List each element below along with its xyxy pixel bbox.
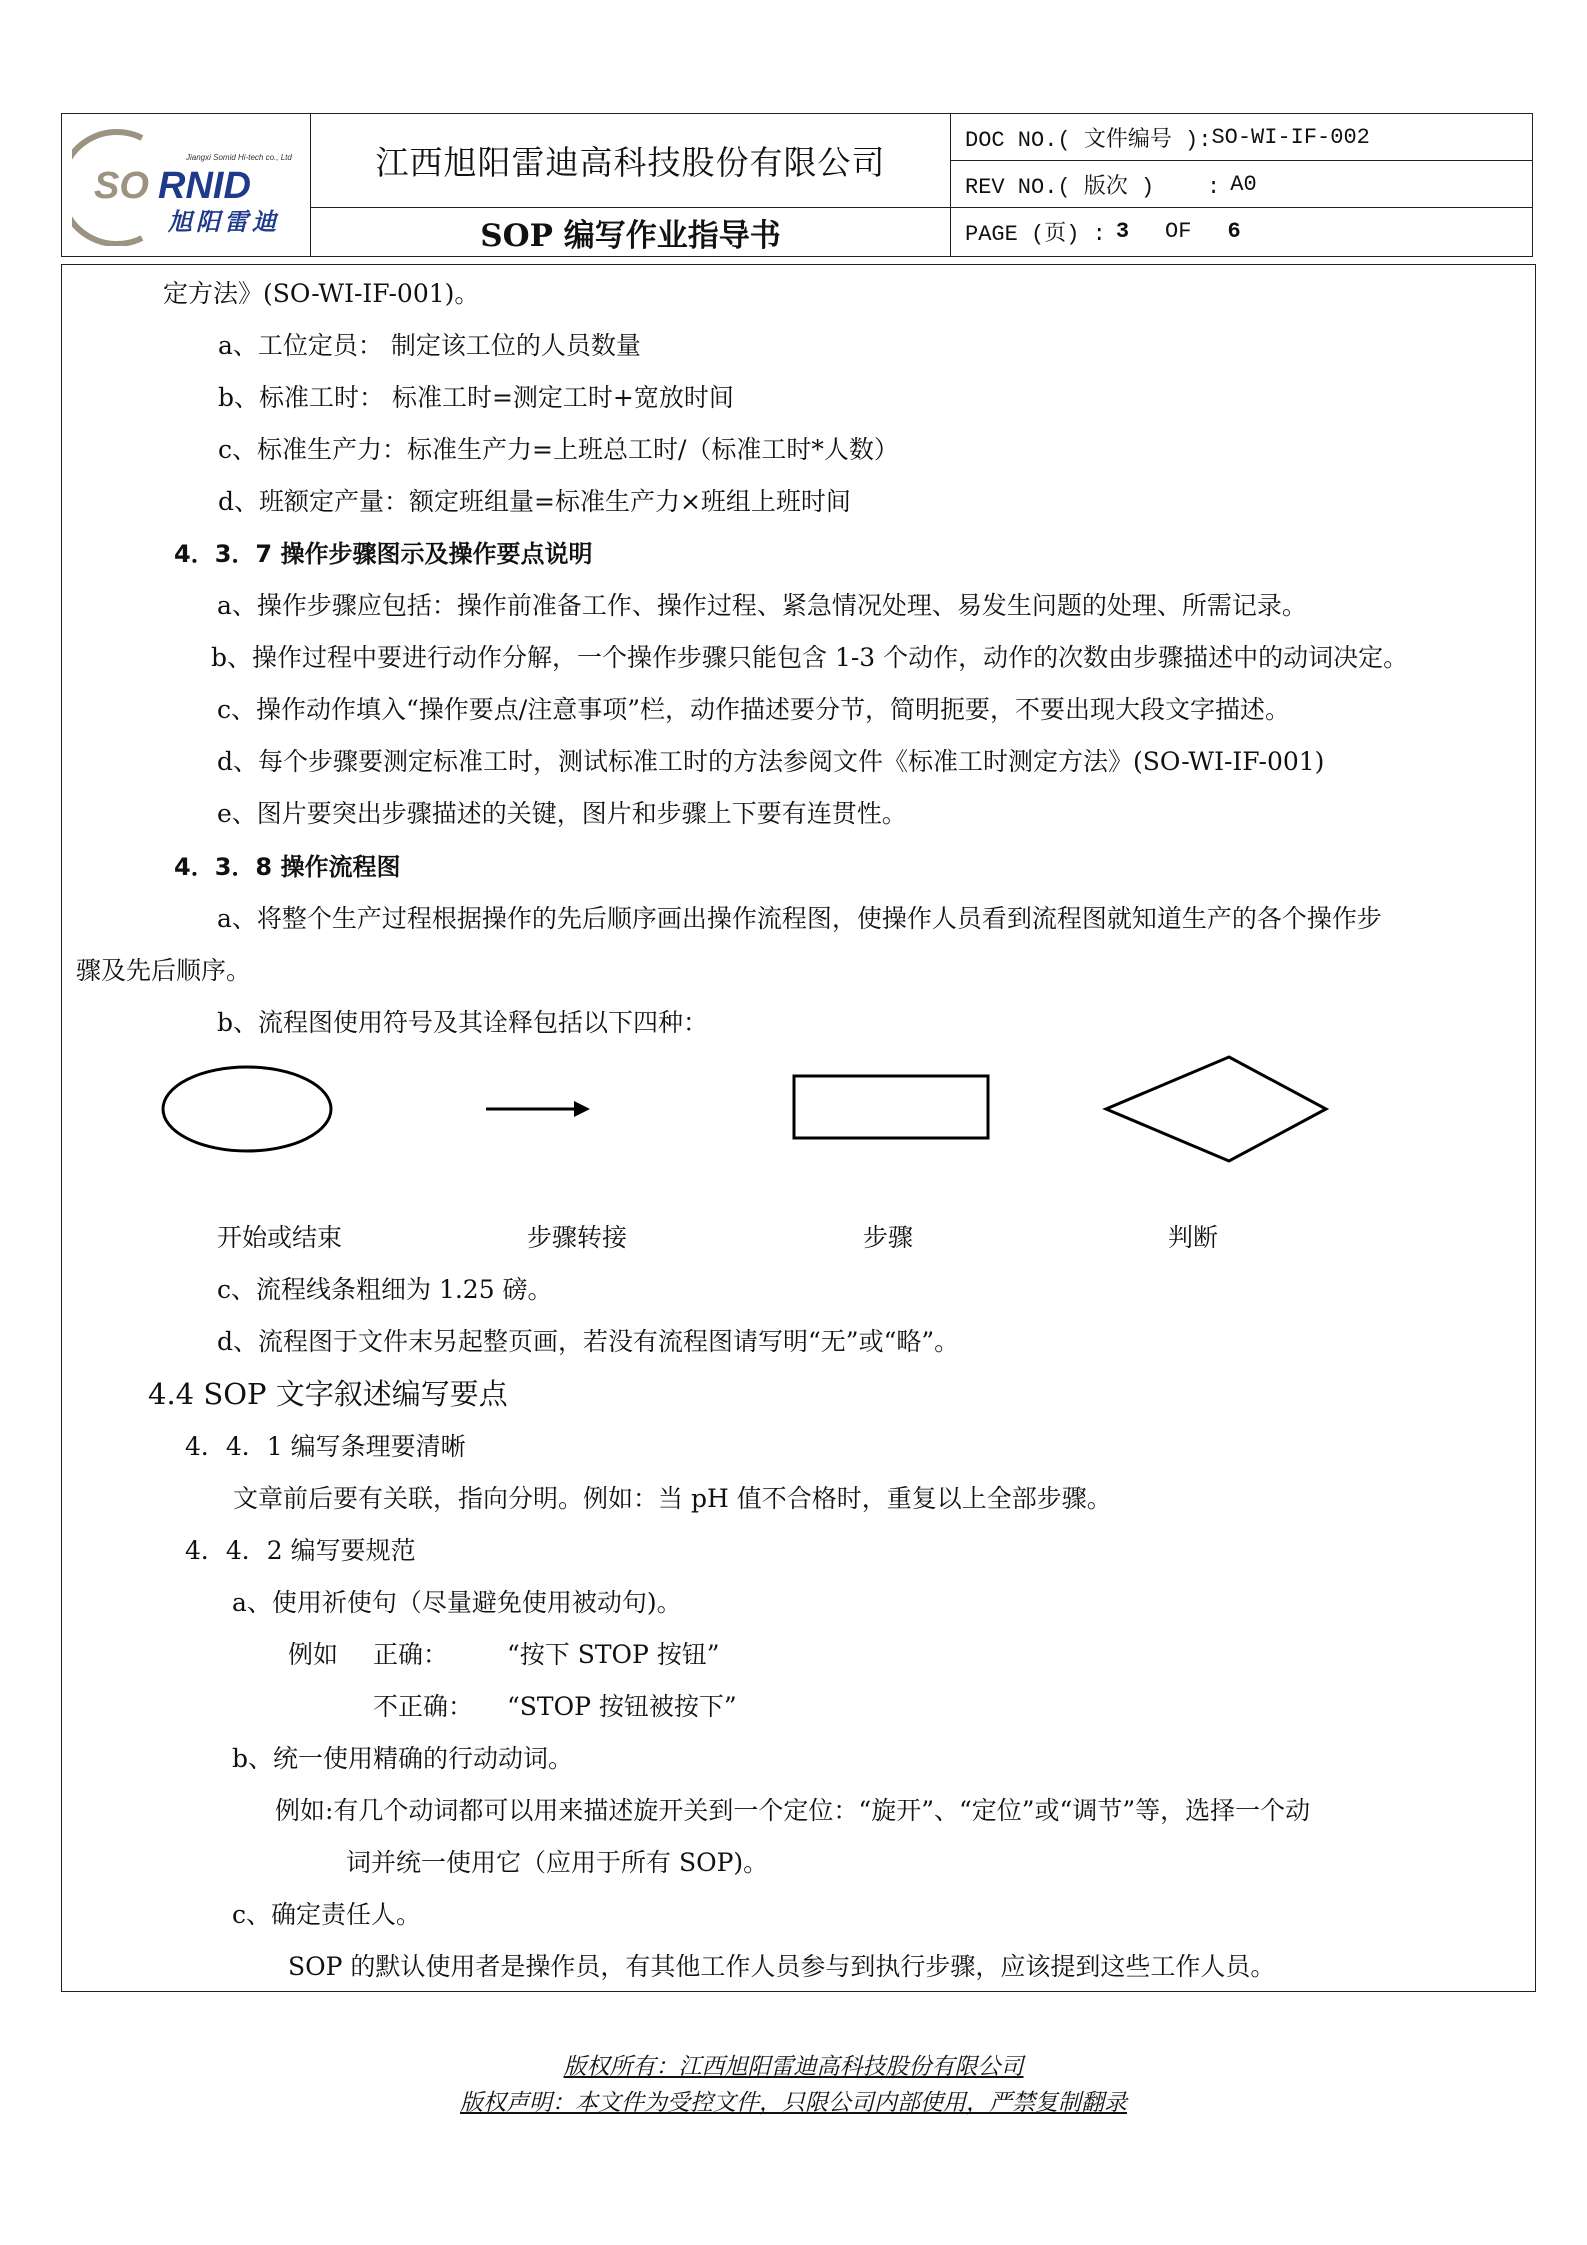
page-of-label: OF [1165,219,1192,244]
symbol-label-decision: 判断 [1168,1223,1219,1252]
doc-number-value: SO-WI-IF-002 [1211,124,1370,150]
document-title: SOP 编写作业指导书 [480,217,781,254]
page-row [951,208,1532,255]
doc-info-cell [951,114,1532,256]
page-current: 3 [1115,219,1130,244]
section-4-3-8-item-c: c、流程线条粗细为 1.25 磅。 [217,1275,553,1304]
section-4-3-8-item-a-line2: 骤及先后顺序。 [76,956,252,985]
section-4-3-8-heading: 4．3．8 操作流程图 [174,853,401,881]
page-label: PAGE (页) : [965,222,1106,247]
doc-number-row [951,114,1532,161]
svg-text:旭阳雷迪: 旭阳雷迪 [168,208,280,236]
section-4-4-1-heading: 4．4．1 编写条理要清晰 [185,1432,466,1461]
rectangle-step-symbol [794,1076,988,1138]
title-cell [311,114,951,256]
section-4-4-2-item-a: a、使用祈使句（尽量避免使用被动句)。 [232,1588,682,1617]
incorrect-label: 不正确： [373,1692,474,1721]
revision-row [951,161,1532,208]
svg-text:Jiangxi Somid Hi-tech co., Ltd: Jiangxi Somid Hi-tech co., Ltd [186,153,292,162]
section-4-3-7-item-e: e、图片要突出步骤描述的关键，图片和步骤上下要有连贯性。 [217,799,907,828]
example-label: 例如 [288,1640,339,1669]
symbol-label-step-transition: 步骤转接 [527,1223,628,1252]
section-4-3-7-heading: 4．3．7 操作步骤图示及操作要点说明 [174,540,593,568]
revision-value: A0 [1230,171,1257,197]
svg-text:RNID: RNID [158,165,251,207]
section-4-4-1-text: 文章前后要有关联，指向分明。例如：当 pH 值不合格时，重复以上全部步骤。 [233,1484,1112,1513]
section-4-4-heading: 4.4 SOP 文字叙述编写要点 [148,1377,508,1411]
symbol-label-start-end: 开始或结束 [217,1223,343,1252]
section-4-4-2-item-b: b、统一使用精确的行动动词。 [232,1744,574,1773]
standard-item-b: b、标准工时： 标准工时=测定工时+宽放时间 [218,383,734,412]
section-4-4-2-item-c: c、确定责任人。 [232,1900,422,1929]
document-body [61,264,1536,1992]
item-b-example-line1: 例如:有几个动词都可以用来描述旋开关到一个定位：“旋开”、“定位”或“调节”等，选择一个动 [275,1796,1311,1825]
standard-item-d: d、班额定产量：额定班组量=标准生产力×班组上班时间 [218,487,851,516]
section-4-3-8-item-b: b、流程图使用符号及其诠释包括以下四种： [217,1008,709,1037]
ellipse-start-end-symbol [163,1067,331,1151]
company-logo [72,126,302,246]
standard-item-a: a、工位定员： 制定该工位的人员数量 [218,331,641,360]
item-b-example-line2: 词并统一使用它（应用于所有 SOP)。 [346,1848,769,1877]
footer-statement: 版权声明：本文件为受控文件，只限公司内部使用，严禁复制翻录 [460,2090,1127,2116]
incorrect-example: “STOP 按钮被按下” [507,1692,737,1721]
section-4-3-7-item-c: c、操作动作填入“操作要点/注意事项”栏，动作描述要分节，简明扼要，不要出现大段文字描述。 [217,695,1290,724]
section-4-3-7-item-a: a、操作步骤应包括：操作前准备工作、操作过程、紧急情况处理、易发生问题的处理、所需记录。 [217,591,1307,620]
section-4-4-2-heading: 4．4．2 编写要规范 [185,1536,416,1565]
section-4-3-8-item-a-line1: a、将整个生产过程根据操作的先后顺序画出操作流程图，使操作人员看到流程图就知道生产的各个操作步 [217,904,1382,933]
symbol-label-step: 步骤 [863,1223,914,1252]
correct-example: “按下 STOP 按钮” [507,1640,720,1669]
svg-text:SO: SO [94,165,149,207]
company-name: 江西旭阳雷迪高科技股份有限公司 [311,114,950,208]
diamond-decision-symbol [1106,1057,1326,1161]
logo-cell [62,114,311,256]
item-c-text: SOP 的默认使用者是操作员，有其他工作人员参与到执行步骤，应该提到这些工作人员。 [288,1952,1276,1981]
section-4-3-7-item-b: b、操作过程中要进行动作分解，一个操作步骤只能包含 1-3 个动作，动作的次数由步骤描述中的动词决定。 [211,643,1409,672]
continued-line: 定方法》(SO-WI-IF-001)。 [163,279,480,308]
page-total: 6 [1227,219,1241,244]
arrow-step-transition-symbol [486,1101,590,1117]
section-4-3-7-item-d: d、每个步骤要测定标准工时，测试标准工时的方法参阅文件《标准工时测定方法》(SO-WI-IF-001) [217,747,1325,776]
correct-label: 正确： [373,1640,449,1669]
revision-label: REV NO.( 版次 ) : [965,174,1221,200]
section-4-3-8-item-d: d、流程图于文件末另起整页画，若没有流程图请写明“无”或“略”。 [217,1327,960,1356]
footer-copyright: 版权所有：江西旭阳雷迪高科技股份有限公司 [563,2054,1024,2080]
flowchart-symbols [62,1055,1532,1185]
document-header-table [61,113,1533,257]
doc-number-label: DOC NO.( 文件编号 ): [965,127,1212,153]
standard-item-c: c、标准生产力：标准生产力=上班总工时/（标准工时*人数） [218,435,899,464]
